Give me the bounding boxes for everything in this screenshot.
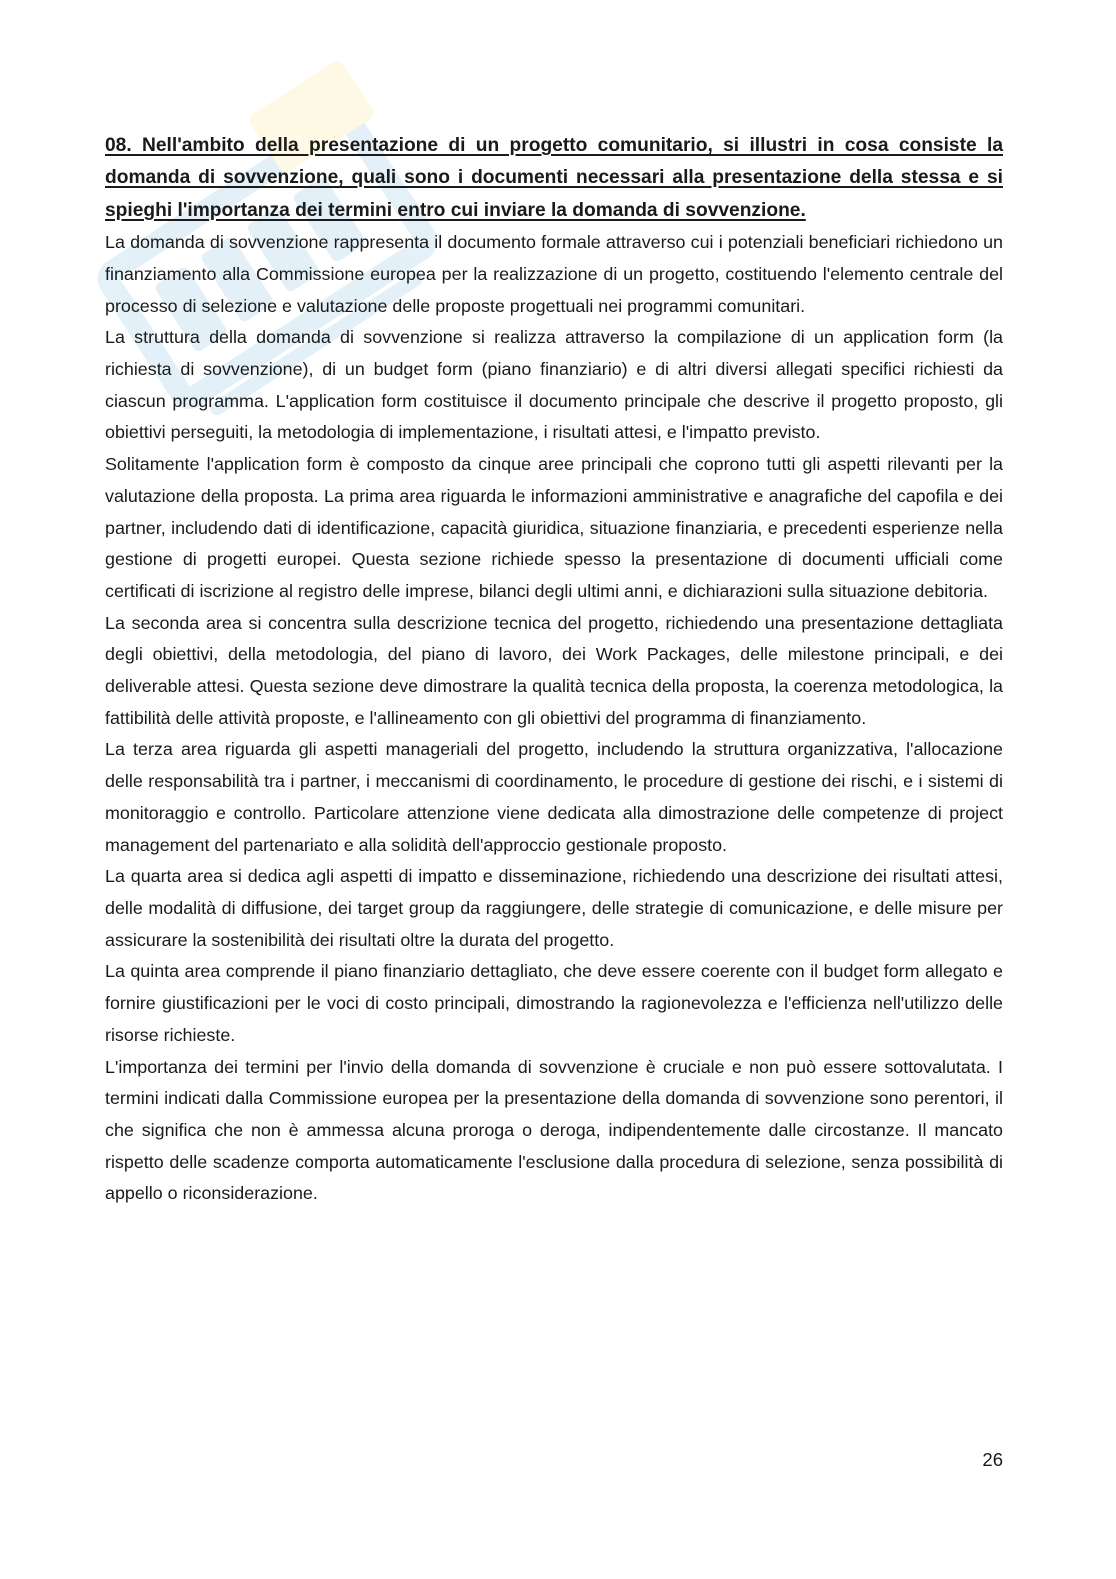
question-heading: 08. Nell'ambito della presentazione di un progetto comunitario, si illustri in cosa consiste la domanda di sovvenzione, quali sono i documenti necessari alla presentazione della stessa e si spieghi l'importanza dei termini entro cui inviare la domanda di sovvenzione. bbox=[105, 135, 1003, 221]
paragraph-fifth-area: La quinta area comprende il piano finanziario dettagliato, che deve essere coerente con il budget form allegato e fornire giustificazioni per le voci di costo principali, dimostrando la ragionevolezza e l'efficienza nell'utilizzo delle risorse richieste. bbox=[105, 961, 1003, 1045]
paragraph-third-area: La terza area riguarda gli aspetti manageriali del progetto, includendo la struttura organizzativa, l'allocazione delle responsabilità tra i partner, i meccanismi di coordinamento, le procedure di gestione dei rischi, e i sistemi di monitoraggio e controllo. Particolare attenzione viene dedicata alla dimostrazione delle competenze di project management del partenariato e alla solidità dell'approccio gestionale proposto. bbox=[105, 739, 1003, 855]
paragraph-first-area: Solitamente l'application form è composto da cinque aree principali che coprono tutti gli aspetti rilevanti per la valutazione della proposta. La prima area riguarda le informazioni amministrative e anagrafiche del capofila e dei partner, includendo dati di identificazione, capacità giuridica, situazione finanziaria, e precedenti esperienze nella gestione di progetti europei. Questa sezione richiede spesso la presentazione di documenti ufficiali come certificati di iscrizione al registro delle imprese, bilanci degli ultimi anni, e dichiarazioni sulla situazione debitoria. bbox=[105, 454, 1003, 601]
paragraph-second-area: La seconda area si concentra sulla descrizione tecnica del progetto, richiedendo una presentazione dettagliata degli obiettivi, della metodologia, del piano di lavoro, dei Work Packages, delle milestone principali, e dei deliverable attesi. Questa sezione deve dimostrare la qualità tecnica della proposta, la coerenza metodologica, la fattibilità delle attività proposte, e l'allineamento con gli obiettivi del programma di finanziamento. bbox=[105, 612, 1003, 728]
paragraph-intro: La domanda di sovvenzione rappresenta il documento formale attraverso cui i potenziali beneficiari richiedono un finanziamento alla Commissione europea per la realizzazione di un progetto, costituendo l'elemento centrale del processo di selezione e valutazione delle proposte progettuali nei programmi comunitari. bbox=[105, 232, 1003, 316]
paragraph-structure: La struttura della domanda di sovvenzione si realizza attraverso la compilazione di un application form (la richiesta di sovvenzione), di un budget form (piano finanziario) e di altri diversi allegati specifici richiesti da ciascun programma. L'application form costituisce il documento principale che descrive il progetto proposto, gli obiettivi perseguiti, la metodologia di implementazione, i risultati attesi, e l'impatto previsto. bbox=[105, 327, 1003, 443]
page-content bbox=[105, 130, 1003, 1210]
paragraph-fourth-area: La quarta area si dedica agli aspetti di impatto e disseminazione, richiedendo una descrizione dei risultati attesi, delle modalità di diffusione, dei target group da raggiungere, delle strategie di comunicazione, e delle misure per assicurare la sostenibilità dei risultati oltre la durata del progetto. bbox=[105, 866, 1003, 950]
page-number: 26 bbox=[982, 1449, 1003, 1470]
paragraph-deadlines: L'importanza dei termini per l'invio della domanda di sovvenzione è cruciale e non può essere sottovalutata. I termini indicati dalla Commissione europea per la presentazione della domanda di sovvenzione sono perentori, il che significa che non è ammessa alcuna proroga o deroga, indipendentemente dalle circostanze. Il mancato rispetto delle scadenze comporta automaticamente l'esclusione dalla procedura di selezione, senza possibilità di appello o riconsiderazione. bbox=[105, 1056, 1003, 1204]
